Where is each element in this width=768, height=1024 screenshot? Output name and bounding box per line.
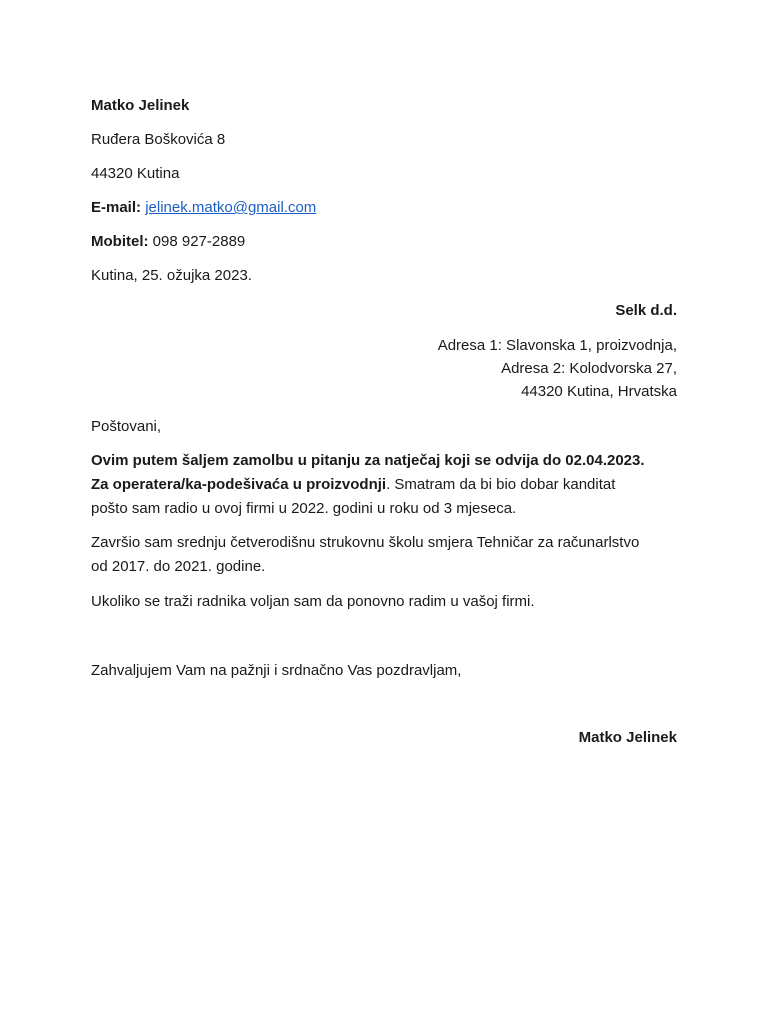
email-label: E-mail:	[91, 199, 142, 216]
phone-label: Mobitel:	[91, 233, 149, 250]
paragraph-2-line-2: od 2017. do 2021. godine.	[91, 558, 266, 575]
sender-street: Ruđera Boškovića 8	[91, 131, 226, 148]
paragraph-2-line-1: Završio sam srednju četverodišnu strukovnu školu smjera Tehničar za računarlstvo	[91, 534, 640, 551]
greeting: Poštovani,	[91, 418, 162, 435]
paragraph-3: Ukoliko se traži radnika voljan sam da ponovno radim u vašoj firmi.	[91, 593, 535, 610]
paragraph-1-line-3: pošto sam radio u ovoj firmi u 2022. godini u roku od 3 mjeseca.	[91, 500, 517, 517]
sender-city: 44320 Kutina	[91, 165, 180, 182]
sender-phone-line	[91, 232, 245, 252]
email-link[interactable]: jelinek.matko@gmail.com	[145, 199, 317, 216]
sender-name: Matko Jelinek	[91, 97, 190, 114]
closing: Zahvaljujem Vam na pažnji i srdnačno Vas pozdravljam,	[91, 662, 462, 679]
place-date: Kutina, 25. ožujka 2023.	[91, 267, 252, 284]
paragraph-1-line-2-rest: . Smatram da bi bio dobar kanditat	[386, 476, 616, 493]
recipient-name: Selk d.d.	[615, 302, 677, 319]
paragraph-1-line-1: Ovim putem šaljem zamolbu u pitanju za natječaj koji se odvija do 02.04.2023.	[91, 452, 645, 469]
signature: Matko Jelinek	[578, 729, 677, 746]
recipient-address-2: Adresa 2: Kolodvorska 27,	[501, 360, 677, 377]
sender-email-line	[91, 198, 316, 218]
position-title: Za operatera/ka-podešivaća u proizvodnji	[91, 476, 387, 493]
paragraph-1	[91, 449, 691, 521]
paragraph-1-line-2	[91, 473, 691, 497]
recipient-address-1: Adresa 1: Slavonska 1, proizvodnja,	[437, 337, 677, 354]
recipient-city: 44320 Kutina, Hrvatska	[521, 383, 677, 400]
phone-number: 098 927-2889	[152, 233, 246, 250]
paragraph-2	[91, 531, 691, 579]
